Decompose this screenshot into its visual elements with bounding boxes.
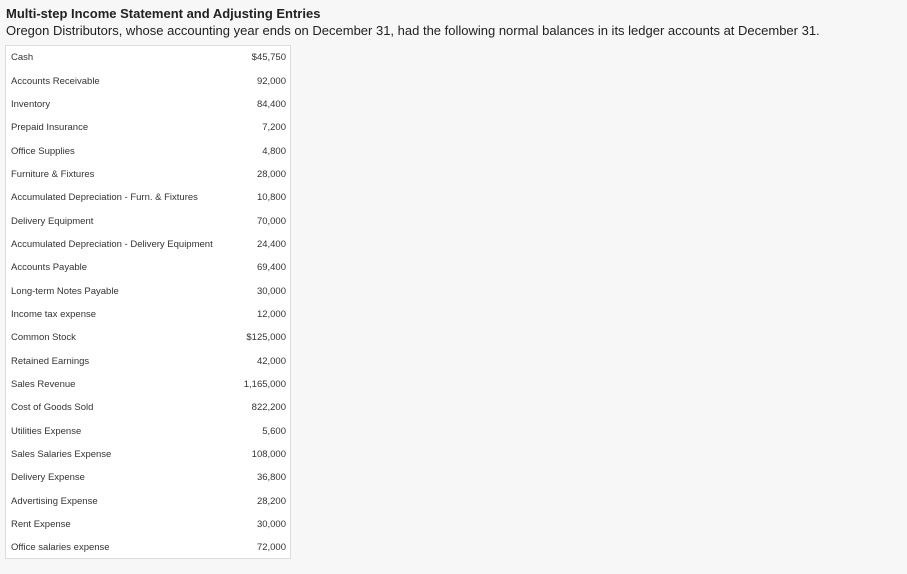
ledger-row: [6, 69, 290, 92]
account-name: Sales Revenue: [11, 378, 76, 390]
account-balance: 24,400: [256, 238, 286, 250]
ledger-row: [6, 349, 290, 372]
account-balance: 1,165,000: [243, 378, 286, 390]
account-name: Utilities Expense: [11, 425, 82, 437]
account-balance: 5,600: [262, 425, 286, 437]
problem-intro: Oregon Distributors, whose accounting year ends on December 31, had the following normal balances in its ledger accounts at December 31.: [6, 23, 820, 38]
ledger-row: [6, 420, 290, 443]
account-name: Accumulated Depreciation - Furn. & Fixtures: [11, 192, 198, 204]
ledger-row: [6, 490, 290, 513]
account-balance: 36,800: [256, 472, 286, 484]
account-balance: 92,000: [256, 75, 286, 87]
ledger-row: [6, 303, 290, 326]
account-name: Accounts Payable: [11, 262, 88, 274]
ledger-row: [6, 46, 290, 69]
ledger-row: [6, 396, 290, 419]
ledger-row: [6, 233, 290, 256]
ledger-row: [6, 536, 290, 559]
ledger-row: [6, 209, 290, 232]
account-name: Long-term Notes Payable: [11, 285, 119, 297]
ledger-row: [6, 443, 290, 466]
account-name: Inventory: [11, 98, 51, 110]
account-name: Cash: [11, 52, 34, 64]
account-name: Income tax expense: [11, 308, 97, 320]
account-balance: 30,000: [256, 285, 286, 297]
ledger-row: [6, 256, 290, 279]
ledger-row: [6, 279, 290, 302]
account-name: Prepaid Insurance: [11, 122, 89, 134]
account-balance: 70,000: [256, 215, 286, 227]
account-balance: 28,000: [256, 168, 286, 180]
ledger-row: [6, 373, 290, 396]
account-balance: 12,000: [256, 308, 286, 320]
account-name: Delivery Expense: [11, 472, 85, 484]
ledger-row: [6, 466, 290, 489]
account-name: Sales Salaries Expense: [11, 449, 112, 461]
account-balance: $45,750: [251, 52, 286, 64]
ledger-table-body: [6, 46, 290, 560]
ledger-row: [6, 186, 290, 209]
account-balance: 84,400: [256, 98, 286, 110]
ledger-row: [6, 163, 290, 186]
account-balance: 72,000: [256, 542, 286, 554]
ledger-row: [6, 326, 290, 349]
account-name: Delivery Equipment: [11, 215, 94, 227]
account-balance: 4,800: [262, 145, 286, 157]
account-name: Office Supplies: [11, 145, 75, 157]
page-title: Multi-step Income Statement and Adjusting Entries: [6, 6, 321, 21]
account-balance: 42,000: [256, 355, 286, 367]
account-name: Accounts Receivable: [11, 75, 100, 87]
account-name: Common Stock: [11, 332, 76, 344]
account-name: Accumulated Depreciation - Delivery Equipment: [11, 238, 213, 250]
ledger-row: [6, 513, 290, 536]
account-name: Rent Expense: [11, 519, 71, 531]
account-balance: 69,400: [256, 262, 286, 274]
account-balance: 28,200: [256, 495, 286, 507]
account-name: Retained Earnings: [11, 355, 90, 367]
account-balance: 822,200: [251, 402, 286, 414]
account-balance: 7,200: [262, 122, 286, 134]
account-balance: 108,000: [251, 449, 286, 461]
account-balance: $125,000: [246, 332, 286, 344]
ledger-balances-table: [5, 45, 291, 559]
account-name: Furniture & Fixtures: [11, 168, 95, 180]
ledger-row: [6, 139, 290, 162]
ledger-row: [6, 116, 290, 139]
account-name: Advertising Expense: [11, 495, 98, 507]
ledger-row: [6, 93, 290, 116]
account-balance: 10,800: [256, 192, 286, 204]
account-name: Cost of Goods Sold: [11, 402, 94, 414]
account-name: Office salaries expense: [11, 542, 110, 554]
account-balance: 30,000: [256, 519, 286, 531]
